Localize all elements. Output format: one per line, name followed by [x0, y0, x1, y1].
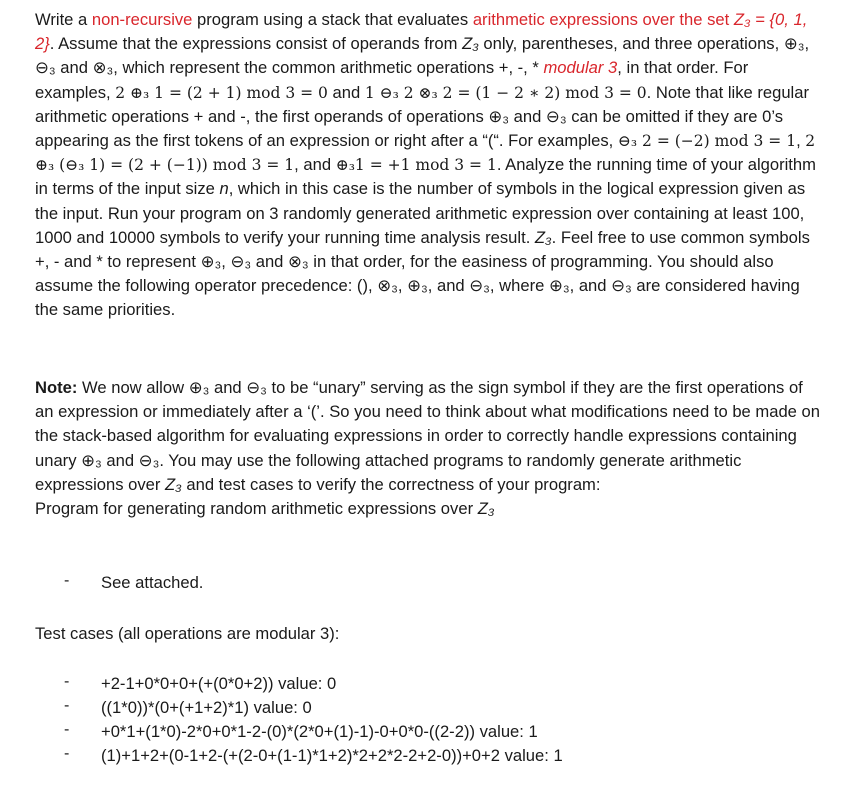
emphasis-text: modular 3 — [543, 58, 618, 78]
text: , — [796, 131, 806, 151]
bullet-dash: - — [64, 572, 70, 589]
set-name: Z₃ — [462, 34, 479, 54]
math-example: 2 ⊕₃ (⊖₃ 1) = (2 + (−1)) mod 3 = 1 — [35, 132, 816, 175]
math-example: 1 ⊖₃ 2 ⊗₃ 2 = (1 − 2 ∗ 2) mod 3 = 0 — [364, 83, 647, 102]
emphasis-text: arithmetic expressions over the set — [472, 10, 730, 29]
set-definition: Z₃ = {0, 1, 2} — [35, 10, 808, 54]
text: . Feel free to use common symbols +, - and * to represent ⊕₃, ⊖₃ and ⊗₃ in that order, for the easiness of programming. You should also assume the following operator precedence: (), ⊗₃, ⊕₃, and ⊖₃, where ⊕₃, and ⊖₃ are considered having the same priorities. — [35, 227, 810, 320]
test-case: +2-1+0*0+0+(+(0*0+2)) value: 0 — [101, 674, 337, 693]
note-label: Note: — [35, 378, 78, 397]
math-example: ⊖₃ 2 = (−2) mod 3 = 1 — [617, 132, 797, 151]
bullet-dash: - — [64, 673, 70, 690]
math-example: ⊕₃1 = +1 mod 3 = 1 — [335, 156, 497, 175]
bullet-dash: - — [64, 697, 70, 714]
text: . Assume that the expressions consist of operands from — [49, 34, 463, 54]
set-name: Z₃ — [165, 474, 182, 494]
text: only, parentheses, and three operations, ⊕₃, ⊖₃ and ⊗₃, which represent the common arithmetic operations +, -, * — [35, 34, 810, 78]
test-case: (1)+1+2+(0-1+2-(+(2-0+(1-1)*1+2)*2+2*2-2+2-0))+0+2 value: 1 — [101, 746, 563, 765]
test-case: ((1*0))*(0+(+1+2)*1) value: 0 — [101, 698, 312, 717]
set-name: Z₃ — [534, 227, 552, 247]
emphasis-text: non-recursive — [91, 10, 193, 29]
set-name: Z₃ — [477, 499, 495, 519]
variable-n: n — [219, 179, 229, 199]
text: and test cases to verify the correctness of your program: — [181, 474, 601, 494]
text: , and — [294, 155, 336, 175]
note-paragraph — [35, 376, 825, 521]
text: We now allow ⊕₃ and ⊖₃ to be “unary” serving as the sign symbol if they are the first operations of an expression or immediately after a ‘(’. So you need to think about what modifications need to be made on the stack-based algorithm for evaluating expressions in order to correctly handle expressions containing unary ⊕₃ and ⊖₃. You may use the following attached programs to randomly generate arithmetic expressions over — [35, 378, 820, 494]
text: Write a — [35, 10, 92, 29]
text: . Analyze the running time of your algorithm in terms of the input size — [35, 155, 816, 199]
text: program using a stack that evaluates — [192, 10, 473, 29]
problem-statement — [35, 8, 825, 323]
generator-caption: Program for generating random arithmetic expressions over — [35, 499, 478, 519]
test-cases-heading: Test cases (all operations are modular 3): — [35, 624, 340, 643]
text: and — [327, 82, 365, 102]
bullet-dash: - — [64, 721, 70, 738]
text: , which in this case is the number of symbols in the logical expression given as the input. Run your program on 3 randomly generated arithmetic expression over containing at least 100, 1000 and 10000 symbols to verify your running time analysis result. — [35, 179, 806, 247]
test-case: +0*1+(1*0)-2*0+0*1-2-(0)*(2*0+(1)-1)-0+0*0-((2-2)) value: 1 — [101, 722, 538, 741]
bullet-dash: - — [64, 745, 70, 762]
see-attached-text: See attached. — [101, 573, 204, 592]
math-example: 2 ⊕₃ 1 = (2 + 1) mod 3 = 0 — [115, 83, 328, 102]
text: , in that order. For examples, — [35, 58, 749, 102]
text: . Note that like regular arithmetic operations + and -, the first operands of operations ⊕₃ and ⊖₃ can be omitted if they are 0’s appearing as the first tokens of an expression or right after a “(“. For examples, — [35, 82, 809, 151]
